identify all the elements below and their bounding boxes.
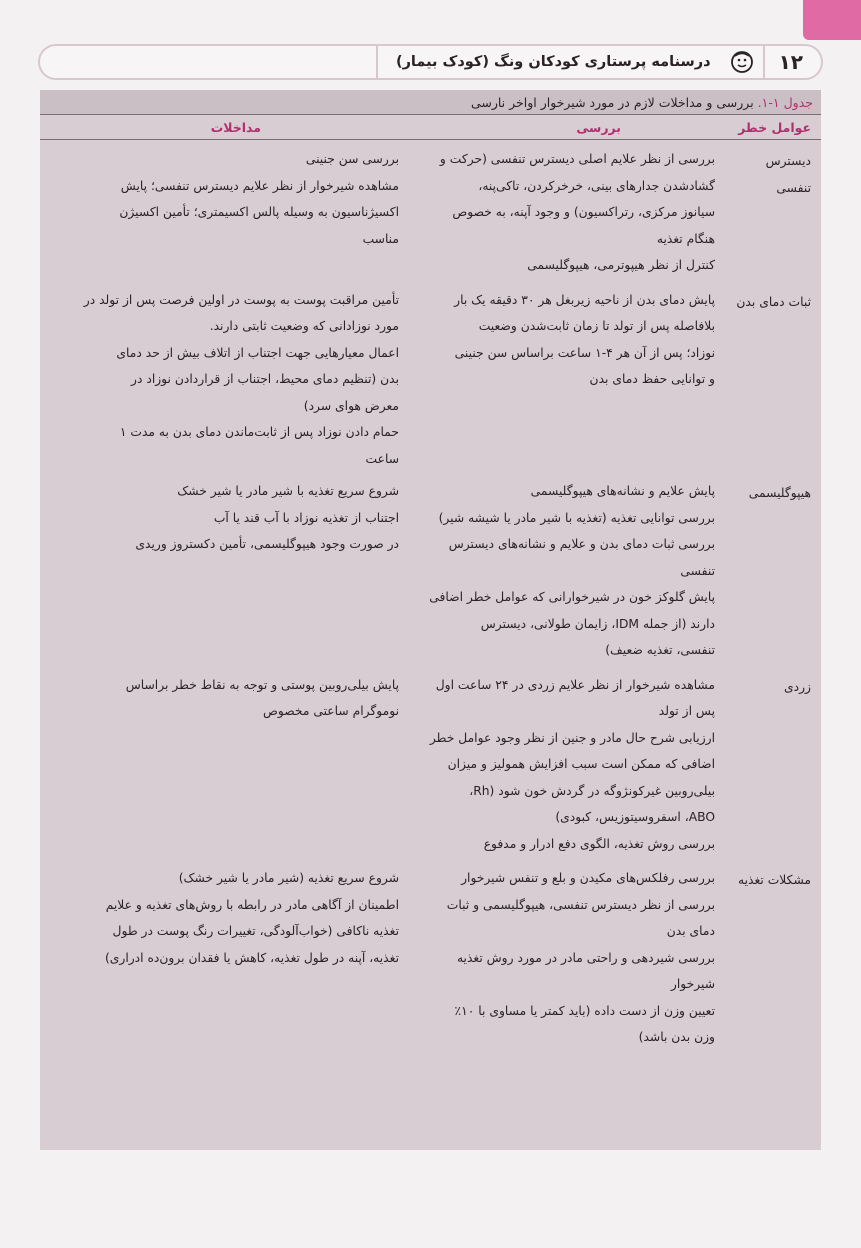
assessment-line: بلافاصله پس از تولد تا زمان ثابت‌شدن وضعیت xyxy=(478,319,715,333)
risk-factor-cell: مشکلات تغذیه xyxy=(738,873,811,887)
assessment-line: مشاهده شیرخوار از نظر علایم زردی در ۲۴ ساعت اول xyxy=(435,677,715,692)
interventions-cell xyxy=(40,672,407,858)
assessment-cell xyxy=(407,287,731,473)
risk-factor-cell: هیپوگلیسمی xyxy=(748,486,811,500)
intervention-line: اعمال معیارهایی جهت اجتناب از اتلاف بیش از حد دمای xyxy=(116,345,399,360)
header-assessment: بررسی xyxy=(576,119,621,135)
assessment-line: تنفسی xyxy=(680,563,715,578)
assessment-line: نوزاد؛ پس از آن هر ۴-۱ ساعت براساس سن جنینی xyxy=(454,345,715,360)
assessment-line: سیانوز مرکزی، رتراکسیون) و وجود آپنه، به خصوص xyxy=(452,205,715,219)
table-row xyxy=(40,279,821,473)
assessment-line: هنگام تغذیه xyxy=(656,231,715,246)
intervention-line: بررسی سن جنینی xyxy=(305,152,399,166)
table-body xyxy=(40,140,821,1051)
intervention-line: ساعت xyxy=(365,451,399,466)
intervention-line: نوموگرام ساعتی مخصوص xyxy=(263,704,399,718)
assessment-line: بررسی از نظر دیسترس تنفسی، هیپوگلیسمی و ثبات xyxy=(446,897,715,912)
assessment-line: بررسی روش تغذیه، الگوی دفع ادرار و مدفوع xyxy=(483,836,715,851)
assessment-line: بررسی از نظر علایم اصلی دیسترس تنفسی (حرکت و xyxy=(439,152,715,166)
assessment-line: تنفسی، تغذیه ضعیف) xyxy=(605,643,715,657)
intervention-line: شروع سریع تغذیه (شیر مادر یا شیر خشک) xyxy=(178,871,399,885)
table-header-row xyxy=(40,115,821,140)
assessment-line: بررسی ثبات دمای بدن و علایم و نشانه‌های دیسترس xyxy=(448,537,715,551)
assessment-line: ارزیابی شرح حال مادر و جنین از نظر وجود عوامل خطر xyxy=(429,730,715,745)
interventions-cell xyxy=(40,865,407,1051)
assessment-line: کنترل از نظر هیپوترمی، هیپوگلیسمی xyxy=(527,258,715,272)
assessment-line: پایش گلوکز خون در شیرخوارانی که عوامل خطر اضافی xyxy=(429,590,715,604)
assessment-cell xyxy=(407,146,731,279)
assessment-line: و توانایی حفظ دمای بدن xyxy=(589,372,715,386)
table-row xyxy=(40,664,821,858)
intervention-line: حمام دادن نوزاد پس از ثابت‌ماندن دمای بدن به مدت ۱ xyxy=(119,425,399,439)
risk-factor-cell: ثبات دمای بدن xyxy=(736,294,811,309)
assessment-cell xyxy=(407,672,731,858)
assessment-line: پایش دمای بدن از ناحیه زیربغل هر ۳۰ دقیقه یک بار xyxy=(454,292,715,307)
intervention-line: مشاهده شیرخوار از نظر علایم دیسترس تنفسی؛ پایش xyxy=(120,178,399,193)
assessment-table xyxy=(40,90,821,1150)
intervention-line: اجتناب از تغذیه نوزاد با آب قند یا آب xyxy=(213,510,399,525)
table-caption-label: جدول ۱-۱. xyxy=(757,94,813,110)
assessment-line: بررسی توانایی تغذیه (تغذیه با شیر مادر یا شیشه شیر) xyxy=(438,510,715,525)
interventions-cell xyxy=(40,146,407,279)
table-caption-text: بررسی و مداخلات لازم در مورد شیرخوار اواخر نارسی xyxy=(470,94,754,110)
intervention-line: مورد نوزادانی که وضعیت ثابتی دارند. xyxy=(209,319,399,333)
assessment-cell xyxy=(407,865,731,1051)
intervention-line: پایش بیلی‌روبین پوستی و توجه به نقاط خطر براساس xyxy=(125,677,399,692)
table-row xyxy=(40,140,821,279)
risk-factor-cell: دیسترس تنفسی xyxy=(765,154,811,195)
assessment-line: بررسی شیردهی و راحتی مادر در مورد روش تغذیه xyxy=(456,950,715,965)
assessment-line: تعیین وزن از دست داده (باید کمتر یا مساوی با ۱۰٪ xyxy=(454,1003,715,1018)
book-title: درسنامه پرستاری کودکان ونگ (کودک بیمار) xyxy=(376,46,721,78)
intervention-line: اکسیژناسیون به وسیله پالس اکسیمتری؛ تأمین اکسیژن xyxy=(119,205,399,219)
assessment-line: پس از تولد xyxy=(658,704,715,718)
assessment-line: دارند (از جمله IDM، زایمان طولانی، دیسترس xyxy=(480,616,715,631)
assessment-line: دمای بدن xyxy=(666,924,715,938)
intervention-line: تغذیه، آپنه در طول تغذیه، کاهش یا فقدان برون‌ده ادراری) xyxy=(104,950,399,965)
table-row xyxy=(40,472,821,664)
intervention-line: در صورت وجود هیپوگلیسمی، تأمین دکستروز وریدی xyxy=(135,537,399,551)
assessment-line: بیلی‌روبین غیرکونژوگه در گردش خون شود (Rh، xyxy=(469,783,715,798)
intervention-line: تغذیه ناکافی (خواب‌آلودگی، تغییرات رنگ پوست در طول xyxy=(112,924,399,938)
table-row xyxy=(40,857,821,1051)
header-risk-factors: عوامل خطر xyxy=(738,119,811,135)
intervention-line: مناسب xyxy=(362,231,399,246)
assessment-line: اضافی که ممکن است سبب افزایش همولیز و میزان xyxy=(447,757,715,771)
intervention-line: تأمین مراقبت پوست به پوست در اولین فرصت پس از تولد در xyxy=(83,292,399,307)
page-number: ۱۲ xyxy=(763,46,821,78)
intervention-line: اطمینان از آگاهی مادر در رابطه با روش‌های تغذیه و علایم xyxy=(105,897,399,912)
running-header xyxy=(38,44,823,80)
intervention-line: معرض هوای سرد) xyxy=(303,398,399,413)
intervention-line: شروع سریع تغذیه با شیر مادر یا شیر خشک xyxy=(177,484,399,498)
page-corner-tab xyxy=(803,0,861,40)
assessment-cell xyxy=(407,478,731,664)
risk-factor-cell: زردی xyxy=(784,679,811,694)
assessment-line: گشادشدن جدارهای بینی، خرخرکردن، تاکی‌پنه، xyxy=(478,178,715,193)
book-logo-icon xyxy=(729,49,755,75)
interventions-cell xyxy=(40,287,407,473)
assessment-line: وزن بدن باشد) xyxy=(638,1030,715,1044)
intervention-line: بدن (تنظیم دمای محیط، اجتناب از قراردادن نوزاد در xyxy=(131,372,399,386)
assessment-line: ABO، اسفروسیتوزیس، کبودی) xyxy=(555,810,715,824)
assessment-line: بررسی رفلکس‌های مکیدن و بلع و تنفس شیرخوار xyxy=(461,871,715,885)
interventions-cell xyxy=(40,478,407,664)
assessment-line: پایش علایم و نشانه‌های هیپوگلیسمی xyxy=(530,484,715,498)
table-caption xyxy=(40,90,821,115)
assessment-line: شیرخوار xyxy=(670,977,715,991)
header-interventions: مداخلات xyxy=(210,119,261,135)
